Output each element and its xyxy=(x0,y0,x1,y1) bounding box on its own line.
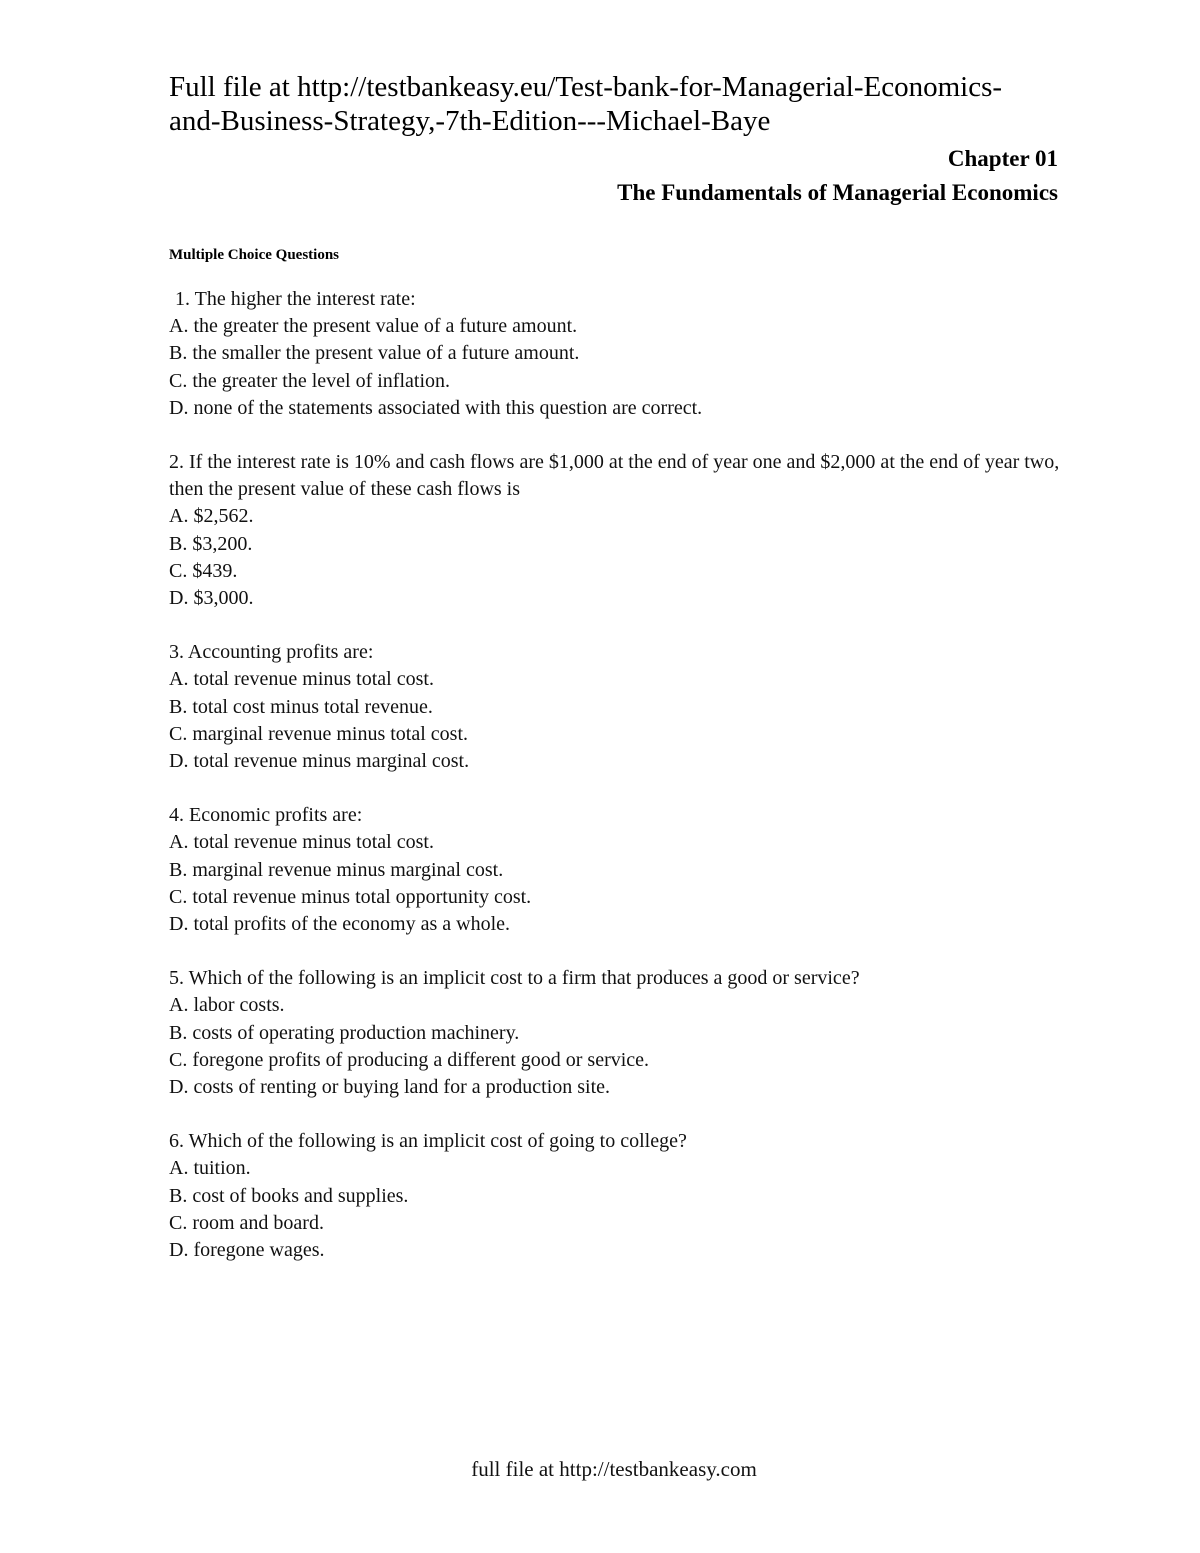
answer-option-c: C. room and board. xyxy=(169,1211,324,1234)
question-3 xyxy=(169,639,1069,775)
question-stem: 2. If the interest rate is 10% and cash flows are $1,000 at the end of year one and $2,000 at the end of year two, then the present value of these cash flows is xyxy=(169,451,1060,501)
answer-option-d: D. $3,000. xyxy=(169,587,254,610)
answer-option-c: C. total revenue minus total opportunity cost. xyxy=(169,885,532,908)
header-link-line-2[interactable]: and-Business-Strategy,-7th-Edition---Michael-Baye xyxy=(169,105,771,137)
answer-option-b: B. marginal revenue minus marginal cost. xyxy=(169,858,504,881)
answer-option-c: C. $439. xyxy=(169,559,238,582)
question-5 xyxy=(169,965,1069,1101)
question-4 xyxy=(169,802,1069,938)
answer-option-d: D. costs of renting or buying land for a production site. xyxy=(169,1076,611,1099)
answer-option-a: A. tuition. xyxy=(169,1157,251,1180)
answer-option-b: B. $3,200. xyxy=(169,532,253,555)
answer-option-d: D. none of the statements associated with this question are correct. xyxy=(169,396,703,419)
answer-option-c: C. marginal revenue minus total cost. xyxy=(169,722,469,745)
question-list xyxy=(169,286,1069,1291)
chapter-heading xyxy=(617,142,1058,210)
question-2 xyxy=(169,449,1069,612)
answer-option-b: B. total cost minus total revenue. xyxy=(169,695,433,718)
question-stem: 4. Economic profits are: xyxy=(169,804,363,827)
answer-option-d: D. total revenue minus marginal cost. xyxy=(169,750,470,773)
question-stem: 6. Which of the following is an implicit cost of going to college? xyxy=(169,1130,687,1153)
answer-option-c: C. foregone profits of producing a different good or service. xyxy=(169,1048,650,1071)
answer-option-b: B. costs of operating production machinery. xyxy=(169,1021,520,1044)
question-stem: 3. Accounting profits are: xyxy=(169,641,374,664)
answer-option-a: A. the greater the present value of a future amount. xyxy=(169,315,578,338)
header-link-line-1[interactable]: Full file at http://testbankeasy.eu/Test-bank-for-Managerial-Economics- xyxy=(169,71,1003,103)
header-file-link[interactable] xyxy=(169,70,1069,138)
answer-option-b: B. cost of books and supplies. xyxy=(169,1184,409,1207)
answer-option-a: A. $2,562. xyxy=(169,505,254,528)
question-stem: 1. The higher the interest rate: xyxy=(175,288,416,310)
chapter-title: The Fundamentals of Managerial Economics xyxy=(617,180,1058,205)
answer-option-a: A. total revenue minus total cost. xyxy=(169,831,434,854)
answer-option-d: D. total profits of the economy as a whole. xyxy=(169,913,511,936)
chapter-number: Chapter 01 xyxy=(947,146,1058,171)
answer-option-b: B. the smaller the present value of a future amount. xyxy=(169,342,580,365)
answer-option-a: A. total revenue minus total cost. xyxy=(169,668,434,691)
answer-option-d: D. foregone wages. xyxy=(169,1239,325,1262)
section-heading: Multiple Choice Questions xyxy=(169,247,340,263)
footer-file-link[interactable]: full file at http://testbankeasy.com xyxy=(471,1457,757,1481)
question-1 xyxy=(169,286,1069,422)
question-stem: 5. Which of the following is an implicit cost to a firm that produces a good or service? xyxy=(169,967,860,990)
answer-option-a: A. labor costs. xyxy=(169,994,285,1017)
answer-option-c: C. the greater the level of inflation. xyxy=(169,369,451,392)
question-6 xyxy=(169,1128,1069,1264)
